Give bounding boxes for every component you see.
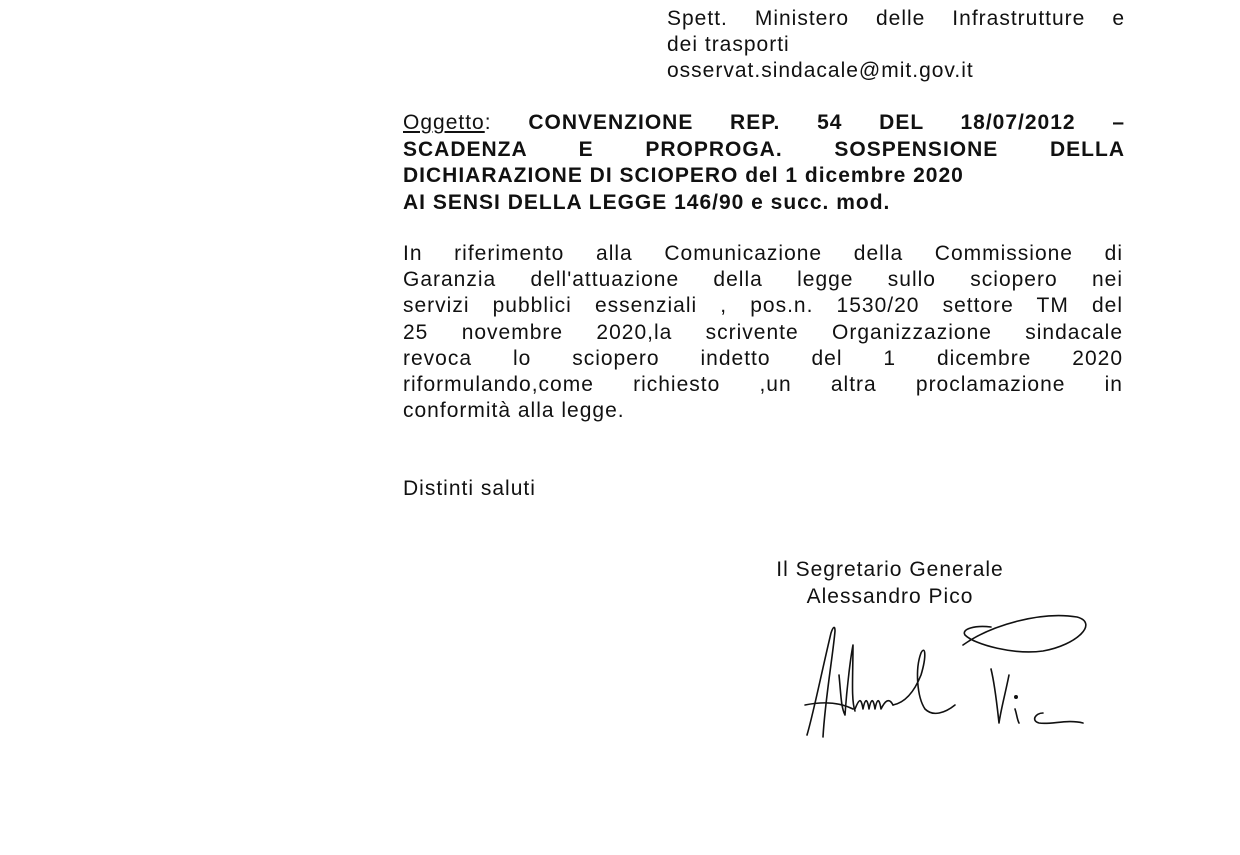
subject-line-1 <box>403 110 1125 137</box>
subject-label: Oggetto <box>403 111 485 134</box>
signatory-name: Alessandro Pico <box>806 585 974 608</box>
signatory-block <box>720 556 1060 610</box>
subject-line-4: AI SENSI DELLA LEGGE 146/90 e succ. mod. <box>403 190 891 214</box>
body-line-5: revoca lo sciopero indetto del 1 dicembre 2020 <box>403 346 1123 370</box>
body-line-2: Garanzia dell'attuazione della legge sullo sciopero nei <box>403 268 1123 292</box>
closing-salutation: Distinti saluti <box>403 477 536 500</box>
body-line-7: conformità alla legge. <box>403 399 625 423</box>
subject-block <box>403 110 1125 216</box>
subject-colon: : <box>484 111 492 134</box>
body-line-4: 25 novembre 2020,la scrivente Organizzazione sindacale <box>403 320 1123 344</box>
subject-text-1: CONVENZIONE REP. 54 DEL 18/07/2012 – <box>528 111 1125 134</box>
signatory-title: Il Segretario Generale <box>776 558 1004 581</box>
recipient-line-1: Spett. Ministero delle Infrastrutture e <box>667 7 1125 30</box>
subject-line-2: SCADENZA E PROPROGA. SOSPENSIONE DELLA <box>403 137 1125 161</box>
subject-line-3: DICHIARAZIONE DI SCIOPERO del 1 dicembre 2020 <box>403 164 964 187</box>
body-line-3: servizi pubblici essenziali , pos.n. 1530/20 settore TM del <box>403 294 1123 318</box>
body-line-6: riformulando,come richiesto ,un altra proclamazione in <box>403 373 1123 397</box>
body-line-1: In riferimento alla Comunicazione della Commissione di <box>403 242 1123 265</box>
body-paragraph <box>403 241 1123 424</box>
recipient-email: osservat.sindacale@mit.gov.it <box>667 59 974 82</box>
recipient-block <box>667 6 1125 84</box>
recipient-line-2: dei trasporti <box>667 33 790 56</box>
handwritten-signature <box>795 605 1095 745</box>
